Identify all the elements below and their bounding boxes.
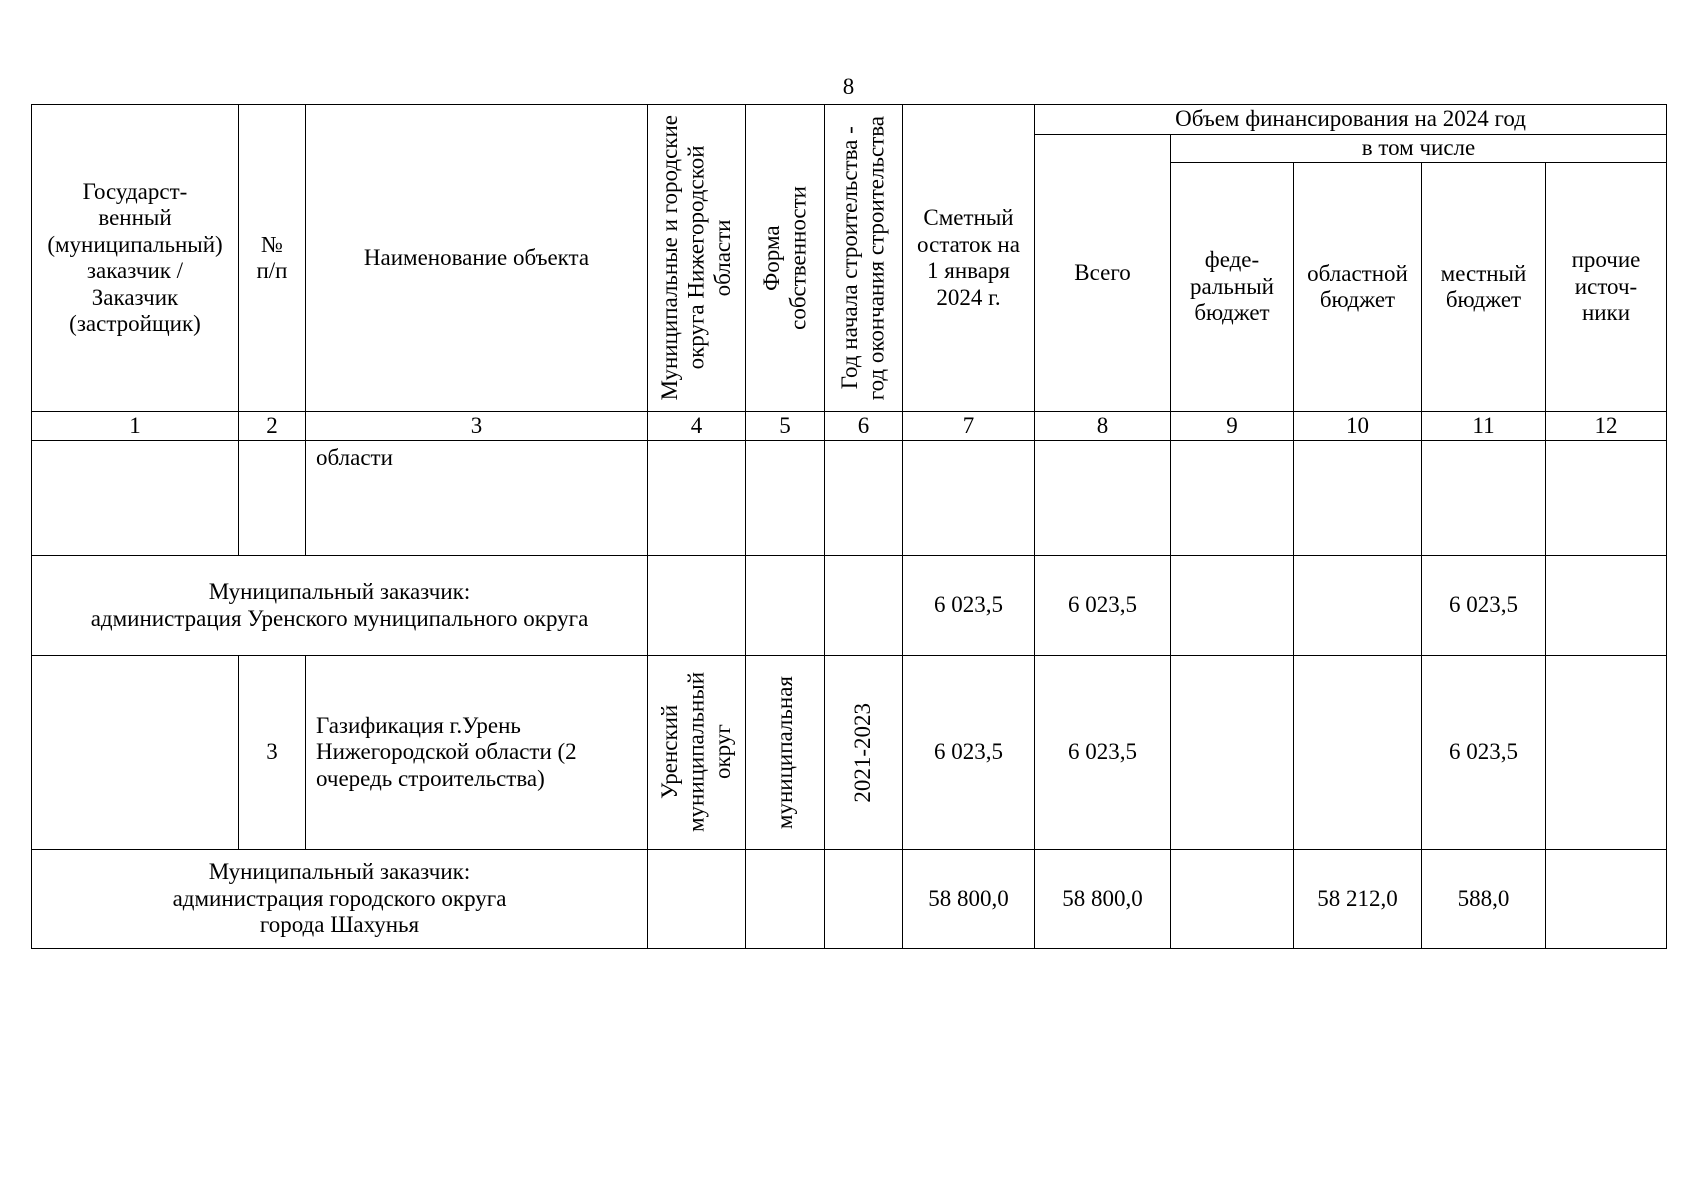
- cell-total: 6 023,5: [1035, 556, 1171, 656]
- cell-ownership: [746, 656, 825, 850]
- column-number: 1: [32, 412, 239, 441]
- cell-other-sources: [1546, 850, 1667, 949]
- cell-municipality: [648, 656, 746, 850]
- cell-municipality: [648, 556, 746, 656]
- header-number: № п/п: [239, 105, 306, 412]
- header-customer: Государст- венный (муниципальный) заказчик / Заказчик (застройщик): [32, 105, 239, 412]
- cell-estimated-balance: 6 023,5: [903, 556, 1035, 656]
- column-number: 3: [306, 412, 648, 441]
- cell-other-sources: [1546, 556, 1667, 656]
- cell-estimated-balance: 6 023,5: [903, 656, 1035, 850]
- header-municipality-label: Муниципальные и городские округа Нижегородской области: [656, 115, 735, 401]
- cell-local-budget: 6 023,5: [1422, 556, 1546, 656]
- cell-federal-budget: [1171, 850, 1294, 949]
- cell-construction-years: [825, 850, 903, 949]
- cell-customer: [32, 441, 239, 556]
- cell-local-budget: 6 023,5: [1422, 656, 1546, 850]
- cell-local-budget: 588,0: [1422, 850, 1546, 949]
- cell-municipality: [648, 441, 746, 556]
- header-federal-budget: феде- ральный бюджет: [1171, 163, 1294, 412]
- cell-ownership-label: муниципальная: [771, 675, 797, 830]
- cell-municipality: [648, 850, 746, 949]
- column-number: 4: [648, 412, 746, 441]
- header-regional-budget: областной бюджет: [1294, 163, 1422, 412]
- cell-regional-budget: [1294, 556, 1422, 656]
- column-number: 8: [1035, 412, 1171, 441]
- cell-construction-years-label: 2021-2023: [850, 702, 876, 803]
- cell-ownership: [746, 441, 825, 556]
- cell-federal-budget: [1171, 556, 1294, 656]
- cell-total: 6 023,5: [1035, 656, 1171, 850]
- header-estimated-balance: Сметный остаток на 1 января 2024 г.: [903, 105, 1035, 412]
- cell-regional-budget: [1294, 656, 1422, 850]
- column-number: 10: [1294, 412, 1422, 441]
- cell-object-name: области: [306, 441, 648, 556]
- header-ownership-label: Форма собственности: [758, 186, 810, 330]
- column-number: 11: [1422, 412, 1546, 441]
- header-funding-group: Объем финансирования на 2024 год: [1035, 105, 1667, 135]
- cell-customer-merged: Муниципальный заказчик: администрация Уренского муниципального округа: [32, 556, 648, 656]
- column-number: 6: [825, 412, 903, 441]
- cell-ownership: [746, 850, 825, 949]
- financing-table: [31, 104, 1667, 949]
- cell-total: 58 800,0: [1035, 850, 1171, 949]
- cell-construction-years: [825, 556, 903, 656]
- column-number: 12: [1546, 412, 1667, 441]
- column-number: 7: [903, 412, 1035, 441]
- cell-estimated-balance: 58 800,0: [903, 850, 1035, 949]
- cell-construction-years: [825, 656, 903, 850]
- column-number: 2: [239, 412, 306, 441]
- cell-regional-budget: 58 212,0: [1294, 850, 1422, 949]
- cell-construction-years: [825, 441, 903, 556]
- cell-customer: [32, 656, 239, 850]
- cell-other-sources: [1546, 656, 1667, 850]
- header-municipality: [648, 105, 746, 412]
- cell-customer-merged: Муниципальный заказчик: администрация городского округа города Шахунья: [32, 850, 648, 949]
- cell-municipality-label: Уренский муниципальный округ: [656, 672, 735, 833]
- header-construction-years-label: Год начала строительства - год окончания строительства: [837, 115, 889, 401]
- cell-regional-budget: [1294, 441, 1422, 556]
- cell-number: 3: [239, 656, 306, 850]
- header-construction-years: [825, 105, 903, 412]
- cell-local-budget: [1422, 441, 1546, 556]
- cell-estimated-balance: [903, 441, 1035, 556]
- header-other-sources: прочие источ- ники: [1546, 163, 1667, 412]
- cell-federal-budget: [1171, 656, 1294, 850]
- column-number: 5: [746, 412, 825, 441]
- cell-total: [1035, 441, 1171, 556]
- column-number: 9: [1171, 412, 1294, 441]
- header-ownership: [746, 105, 825, 412]
- cell-ownership: [746, 556, 825, 656]
- cell-number: [239, 441, 306, 556]
- header-including: в том числе: [1171, 135, 1667, 163]
- header-local-budget: местный бюджет: [1422, 163, 1546, 412]
- header-object-name: Наименование объекта: [306, 105, 648, 412]
- cell-object-name: Газификация г.Урень Нижегородской области (2 очередь строительства): [306, 656, 648, 850]
- cell-other-sources: [1546, 441, 1667, 556]
- page-number: 8: [842, 74, 855, 99]
- cell-federal-budget: [1171, 441, 1294, 556]
- header-total: Всего: [1035, 135, 1171, 412]
